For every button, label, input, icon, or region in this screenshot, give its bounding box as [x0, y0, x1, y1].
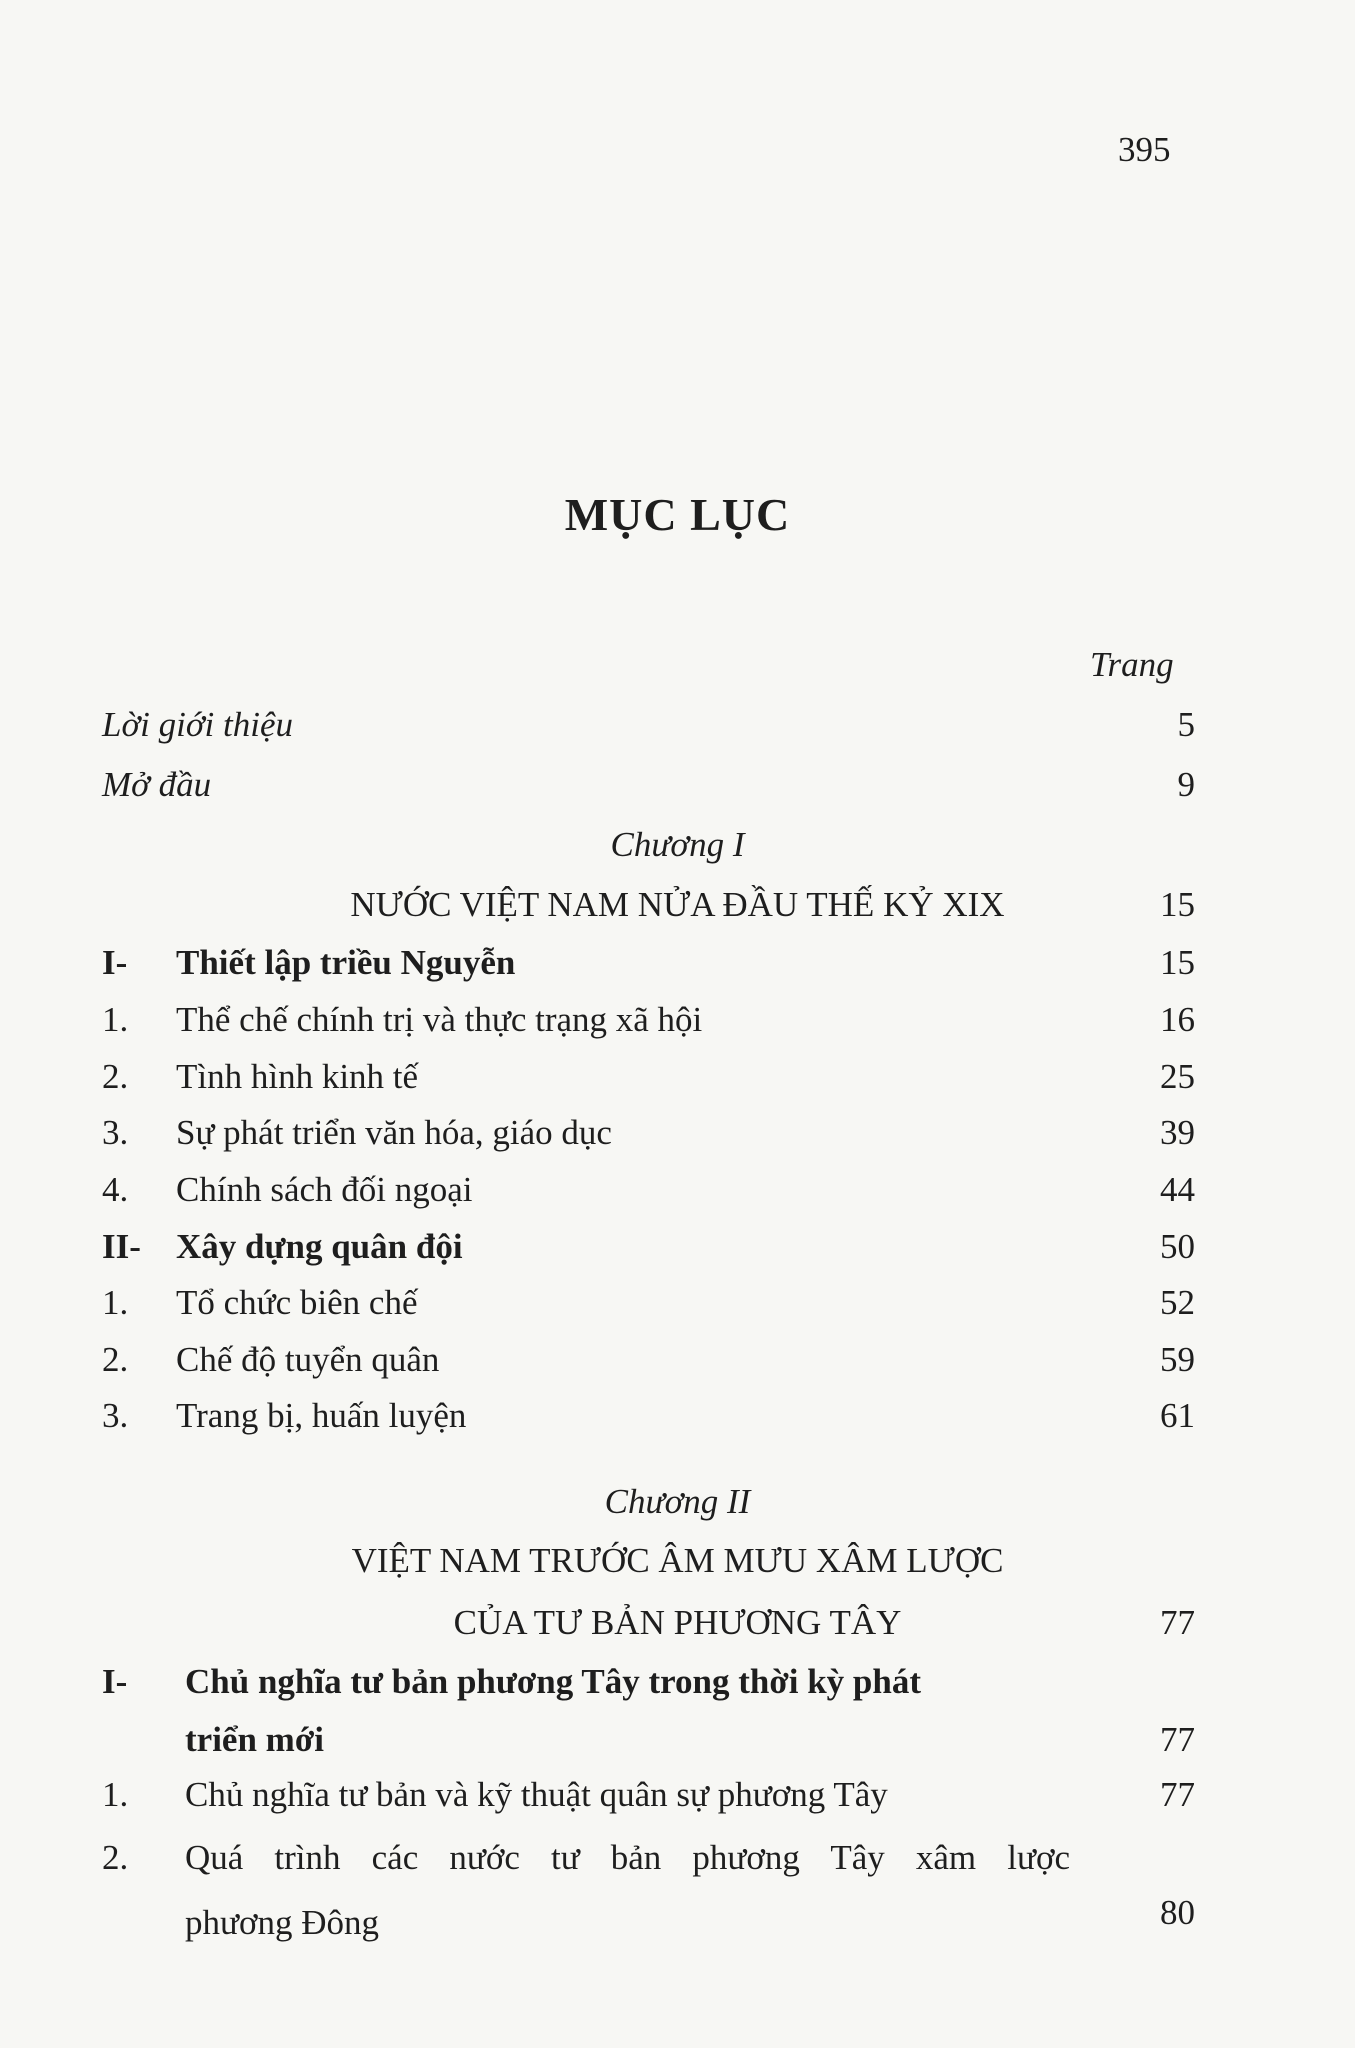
entry-title: Sự phát triển văn hóa, giáo dục [176, 1113, 612, 1152]
entry-page: 25 [1160, 1057, 1195, 1096]
entry-title-line2: phương Đông [185, 1903, 380, 1942]
entry-number: 1. [102, 1283, 129, 1322]
entry-page: 39 [1160, 1113, 1195, 1152]
entry-page: 61 [1160, 1396, 1195, 1435]
toc-entry [0, 1283, 1355, 1333]
chapter-label: Chương I [610, 825, 745, 864]
entry-page: 5 [1177, 705, 1195, 744]
entry-number: 4. [102, 1170, 129, 1209]
entry-number: 2. [102, 1057, 129, 1096]
entry-title: Chế độ tuyển quân [176, 1340, 440, 1379]
toc-entry [0, 705, 1355, 755]
entry-title-line1: Chủ nghĩa tư bản phương Tây trong thời kỳ phát [185, 1662, 921, 1701]
toc-entry [0, 1340, 1355, 1390]
entry-page: 77 [1160, 1775, 1195, 1814]
entry-title: Tình hình kinh tế [176, 1057, 419, 1096]
chapter-title-line1: VIỆT NAM TRƯỚC ÂM MƯU XÂM LƯỢC [351, 1541, 1004, 1580]
entry-page: 80 [1160, 1893, 1195, 1932]
chapter-page: 15 [1160, 885, 1195, 924]
entry-title: Xây dựng quân đội [176, 1227, 463, 1266]
entry-title: Thể chế chính trị và thực trạng xã hội [176, 1000, 703, 1039]
entry-title-line1: Quá trình các nước tư bản phương Tây xâm lược [185, 1838, 1070, 1877]
entry-number: 1. [102, 1000, 129, 1039]
entry-title: Tổ chức biên chế [176, 1283, 418, 1322]
page-column-header: Trang [1090, 645, 1174, 684]
page-number: 395 [1118, 130, 1171, 169]
chapter-title: NƯỚC VIỆT NAM NỬA ĐẦU THẾ KỶ XIX [350, 885, 1005, 924]
toc-entry [0, 1775, 1355, 1825]
toc-section [0, 1227, 1355, 1277]
entry-page: 16 [1160, 1000, 1195, 1039]
toc-entry [0, 1170, 1355, 1220]
entry-page: 77 [1160, 1720, 1195, 1759]
chapter-title-line2: CỦA TƯ BẢN PHƯƠNG TÂY [453, 1603, 902, 1642]
toc-entry [0, 1396, 1355, 1446]
entry-page: 50 [1160, 1227, 1195, 1266]
chapter-label: Chương II [604, 1482, 751, 1521]
toc-entry [0, 765, 1355, 815]
entry-number: 2. [102, 1340, 129, 1379]
entry-title: Mở đầu [102, 765, 212, 804]
entry-number: II- [102, 1227, 141, 1266]
entry-page: 52 [1160, 1283, 1195, 1322]
toc-section [0, 943, 1355, 993]
entry-title: Thiết lập triều Nguyễn [176, 943, 516, 982]
entry-title: Chính sách đối ngoại [176, 1170, 473, 1209]
entry-title-line2: triển mới [185, 1720, 324, 1759]
entry-number: I- [102, 943, 128, 982]
entry-number: 2. [102, 1838, 129, 1877]
entry-title: Trang bị, huấn luyện [176, 1396, 467, 1435]
entry-number: 1. [102, 1775, 129, 1814]
toc-title: MỤC LỤC [564, 489, 791, 540]
toc-entry [0, 1113, 1355, 1163]
entry-number: 3. [102, 1396, 129, 1435]
entry-title: Chủ nghĩa tư bản và kỹ thuật quân sự phương Tây [185, 1775, 888, 1814]
toc-entry [0, 1000, 1355, 1050]
chapter-page: 77 [1160, 1603, 1195, 1642]
toc-entry [0, 1057, 1355, 1107]
entry-number: I- [102, 1662, 128, 1701]
entry-page: 15 [1160, 943, 1195, 982]
entry-title: Lời giới thiệu [102, 705, 293, 744]
entry-page: 9 [1177, 765, 1195, 804]
entry-number: 3. [102, 1113, 129, 1152]
entry-page: 44 [1160, 1170, 1195, 1209]
entry-page: 59 [1160, 1340, 1195, 1379]
